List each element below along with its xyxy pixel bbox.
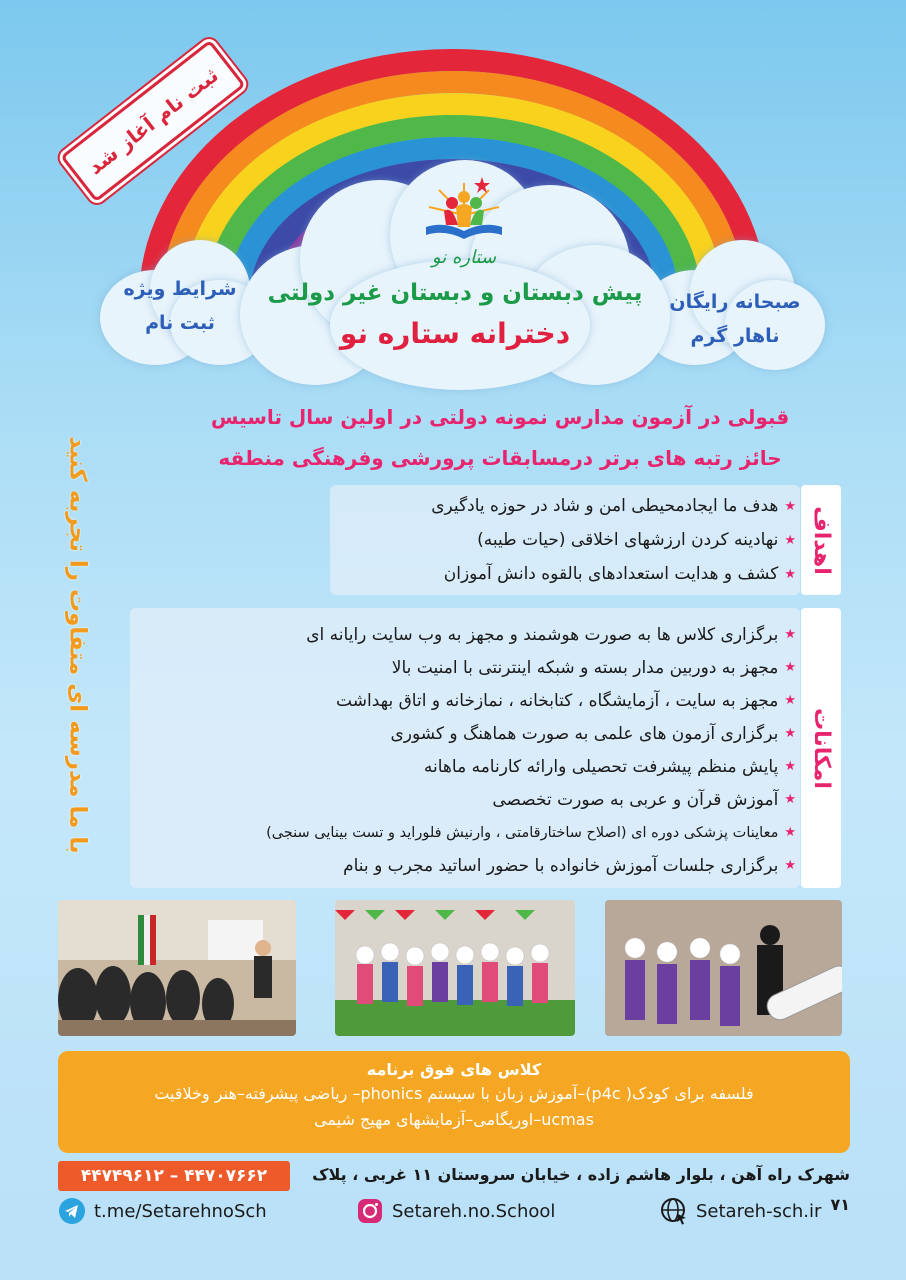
extracurricular-line-2: ucmas–اوریگامی–آزمایشهای مهیج شیمی: [314, 1110, 594, 1129]
list-item-text: مجهز به دوربین مدار بسته و شبکه اینترنتی با امنیت بالا: [391, 657, 779, 678]
list-item-text: نهادینه کردن ارزشهای اخلاقی (حیات طیبه): [477, 530, 779, 550]
instagram-link[interactable]: Setareh.no.School: [392, 1200, 556, 1222]
list-item: [136, 717, 796, 750]
list-item: [136, 651, 796, 684]
star-book-kids-icon: [414, 175, 514, 270]
extracurricular-box: [58, 1051, 850, 1153]
star-bullet-icon: ★: [784, 627, 796, 642]
star-bullet-icon: ★: [784, 566, 796, 582]
photo-students-courtyard: [335, 900, 575, 1036]
telegram-link[interactable]: t.me/SetarehnoSch: [94, 1200, 267, 1222]
instagram-icon: [356, 1197, 384, 1225]
extracurricular-title: کلاس های فوق برنامه: [366, 1060, 542, 1079]
facilities-list: [136, 618, 796, 882]
list-item-text: معاینات پزشکی دوره ای (اصلاح ساختارقامتی ، وارنیش فلوراید و تست بینایی سنجی): [266, 824, 779, 841]
list-item-text: برگزاری کلاس ها به صورت هوشمند و مجهز به وب سایت رایانه ای: [306, 624, 779, 645]
star-bullet-icon: ★: [784, 532, 796, 548]
photo-parent-session: [58, 900, 296, 1036]
telegram-icon: [58, 1197, 86, 1225]
list-item-text: آموزش قرآن و عربی به صورت تخصصی: [492, 789, 779, 810]
goals-label-text: اهداف: [808, 505, 834, 575]
star-bullet-icon: ★: [784, 792, 796, 807]
logo-text: ستاره نو: [431, 247, 497, 268]
telegram-contact[interactable]: [58, 1196, 267, 1226]
list-item: [336, 489, 796, 523]
goals-list: [336, 489, 796, 591]
headline-competition-ranks: حائز رتبه های برتر درمسابقات پرورشی وفرهنگی منطقه: [218, 446, 782, 470]
school-name-heading: دخترانه ستاره نو: [339, 317, 571, 350]
facilities-label: [801, 608, 841, 888]
list-item: [136, 849, 796, 882]
website-link[interactable]: Setareh-sch.ir: [696, 1200, 822, 1222]
list-item-text: کشف و هدایت استعدادهای بالقوه دانش آموزان: [443, 564, 779, 584]
list-item-text: برگزاری آزمون های علمی به صورت هماهنگ و کشوری: [390, 723, 779, 744]
website-contact[interactable]: [660, 1196, 821, 1226]
list-item: [136, 684, 796, 717]
perk-left-line1: شرایط ویژه: [123, 278, 237, 300]
star-bullet-icon: ★: [784, 498, 796, 514]
side-slogan-text: با ما مدرسه ای متفاوت را تجربه کنید: [65, 436, 91, 854]
address-text: شهرک راه آهن ، بلوار هاشم زاده ، خیابان سروستان ۱۱ غربی ، پلاک ۷۱: [312, 1165, 850, 1214]
list-item-text: مجهز به سایت ، آزمایشگاه ، کتابخانه ، نمازخانه و اتاق بهداشت: [336, 690, 779, 711]
star-bullet-icon: ★: [784, 660, 796, 675]
list-item: [336, 557, 796, 591]
facilities-label-text: امکانات: [808, 707, 834, 789]
list-item-text: برگزاری جلسات آموزش خانواده با حضور اساتید مجرب و بنام: [343, 855, 779, 876]
meals-text: [655, 285, 815, 353]
star-bullet-icon: ★: [784, 693, 796, 708]
instagram-contact[interactable]: [356, 1196, 555, 1226]
perk-right-line1: صبحانه رایگان: [669, 291, 801, 313]
side-slogan: [58, 410, 98, 880]
perk-left-line2: ثبت نام: [145, 312, 215, 334]
photo-telescope-class: [605, 900, 842, 1036]
special-conditions-text: [110, 272, 250, 340]
list-item-text: هدف ما ایجادمحیطی امن و شاد در حوزه یادگیری: [431, 496, 779, 516]
perk-right-line2: ناهار گرم: [690, 325, 780, 347]
list-item: [136, 618, 796, 651]
star-bullet-icon: ★: [784, 726, 796, 741]
list-item: [136, 783, 796, 816]
list-item: [136, 750, 796, 783]
star-bullet-icon: ★: [784, 858, 796, 873]
extracurricular-line-1: فلسفه برای کودک( p4c)–آموزش زبان با سیستم phonics– ریاضی پیشرفته–هنر وخلاقیت: [154, 1084, 754, 1103]
star-bullet-icon: ★: [784, 825, 796, 840]
list-item-text: پایش منظم پیشرفت تحصیلی وارائه کارنامه ماهانه: [423, 756, 779, 777]
goals-label: [801, 485, 841, 595]
list-item: [136, 816, 796, 849]
headline-exam-success: قبولی در آزمون مدارس نمونه دولتی در اولین سال تاسیس: [210, 405, 790, 429]
school-type-heading: پیش دبستان و دبستان غیر دولتی: [267, 280, 643, 306]
star-bullet-icon: ★: [784, 759, 796, 774]
globe-cursor-icon: [660, 1197, 688, 1225]
phone-numbers[interactable]: ۴۴۷۴۹۶۱۲ – ۴۴۷۰۷۶۶۲: [58, 1161, 290, 1191]
stamp-text: ثبت نام آغاز شد: [83, 62, 223, 180]
list-item: [336, 523, 796, 557]
